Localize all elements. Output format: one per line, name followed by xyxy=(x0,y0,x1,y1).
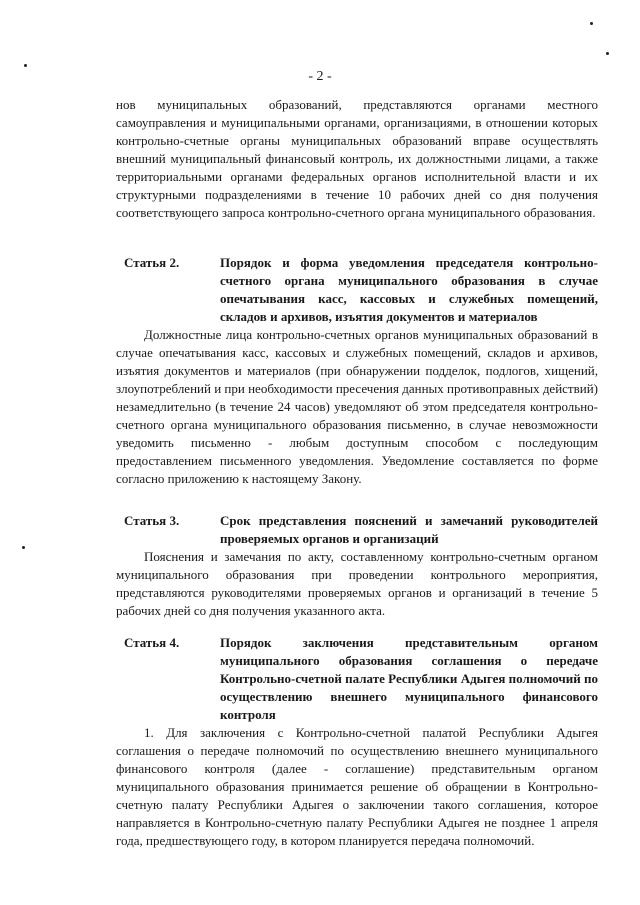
scan-speck xyxy=(606,52,609,55)
article-2-title: Порядок и форма уведомления председателя контрольно-счетного органа муниципального образования в случае опечатывания касс, кассовых и служебных помещений, складов и архивов, изъятия документов и материалов xyxy=(220,255,598,324)
article-4-number: Статья 4. xyxy=(124,635,180,650)
article-2-number: Статья 2. xyxy=(124,255,180,270)
article-3-title: Срок представления пояснений и замечаний руководителей проверяемых органов и организаций xyxy=(220,513,598,546)
article-2-paragraph-1: Должностные лица контрольно-счетных органов муниципальных образований в случае опечатывания касс, кассовых и служебных помещений, складов и архивов, изъятия документов и материалов (при обнаружении подделок, подлогов, хищений, злоупотреблений и при необходимости пресечения данных противоправных действий) незамедлительно (в течение 24 часов) уведомляют об этом председателя контрольно-счетного органа муниципального образования письменно, в случае невозможности уведомить письменно - любым доступным способом с последующим предоставлением письменного уведомления. Уведомление составляется по форме согласно приложению к настоящему Закону. xyxy=(116,327,598,486)
page-number: - 2 - xyxy=(308,69,332,84)
article-4-title: Порядок заключения представительным органом муниципального образования соглашения о передаче Контрольно-счетной палате Республики Адыгея полномочий по осуществлению внешнего муниципального финансового контроля xyxy=(220,635,598,722)
intro-paragraph xyxy=(116,96,598,222)
article-3 xyxy=(116,512,598,620)
intro-text: нов муниципальных образований, представляются органами местного самоуправления и муниципальными органами, организациями, в отношении которых контрольно-счетные органы муниципальных образований вправе осуществлять внешний муниципальный финансовый контроль, их должностными лицами, а также территориальными органами федеральных органов исполнительной власти и их структурными подразделениями в течение 10 рабочих дней со дня получения соответствующего запроса контрольно-счетного органа муниципального образования. xyxy=(116,97,598,220)
article-3-number: Статья 3. xyxy=(124,513,180,528)
scan-speck xyxy=(590,22,593,25)
article-3-heading xyxy=(116,512,598,548)
article-2-heading xyxy=(116,254,598,326)
article-4 xyxy=(116,634,598,850)
article-3-paragraph-1: Пояснения и замечания по акту, составленному контрольно-счетным органом муниципального образования при проведении контрольного мероприятия, представляются руководителями проверяемых органов и организаций в течение 5 рабочих дней со дня получения указанного акта. xyxy=(116,549,598,618)
article-2 xyxy=(116,254,598,488)
scan-speck xyxy=(24,64,27,67)
scan-speck xyxy=(22,546,25,549)
article-4-paragraph-1: 1. Для заключения с Контрольно-счетной палатой Республики Адыгея соглашения о передаче полномочий по осуществлению внешнего муниципального финансового контроля (далее - соглашение) представительным органом муниципального образования принимается решение об обращении в Контрольно-счетную палату Республики Адыгея о заключении такого соглашения, которое направляется в Контрольно-счетную палату Республики Адыгея не позднее 1 апреля года, предшествующего году, в котором планируется передача полномочий. xyxy=(116,725,598,848)
article-4-heading xyxy=(116,634,598,724)
